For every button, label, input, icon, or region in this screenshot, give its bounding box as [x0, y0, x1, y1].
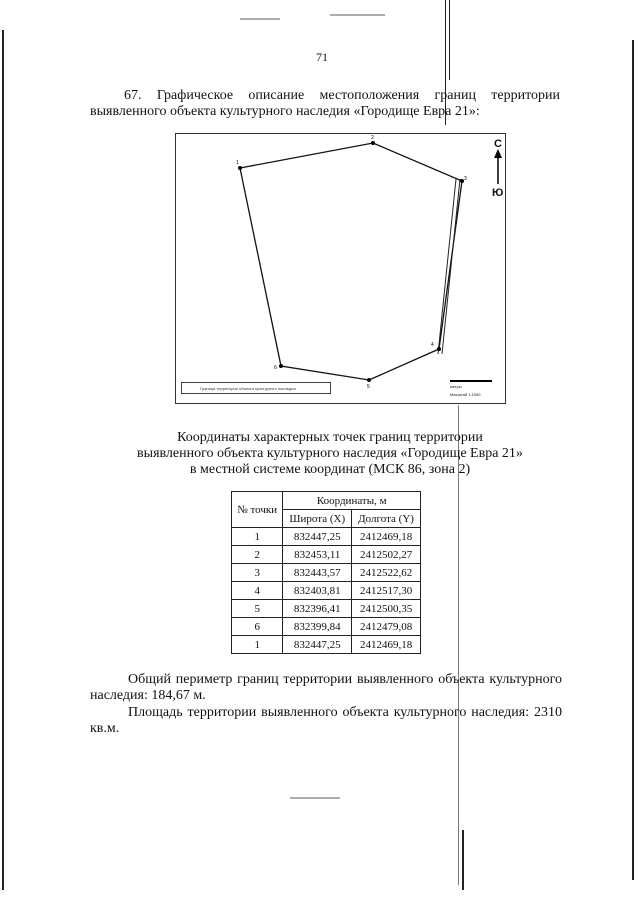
boundary-point-6: [279, 364, 283, 368]
boundary-point-2: [371, 141, 375, 145]
cell-point: 3: [232, 564, 283, 582]
boundary-point-label: 2: [371, 135, 374, 141]
cell-lon: 2412517,30: [352, 582, 421, 600]
cell-lat: 832399,84: [283, 618, 352, 636]
table-row: [232, 546, 421, 564]
cell-lon: 2412522,62: [352, 564, 421, 582]
boundary-point-label: 4: [431, 342, 434, 348]
cell-point: 4: [232, 582, 283, 600]
coordinates-table: [231, 491, 421, 654]
scan-smudge: [330, 14, 385, 16]
cell-point: 6: [232, 618, 283, 636]
header-lat: Широта (X): [283, 510, 352, 528]
header-point: № точки: [232, 492, 283, 528]
boundary-map-canvas: [176, 134, 507, 405]
boundary-point-label: 6: [274, 365, 277, 371]
cell-lat: 832447,25: [283, 528, 352, 546]
compass-north-label: С: [494, 138, 502, 150]
cell-point: 5: [232, 600, 283, 618]
table-row: [232, 564, 421, 582]
boundary-point-4: [437, 347, 441, 351]
cell-lon: 2412469,18: [352, 636, 421, 654]
table-title-line: Координаты характерных точек границ территории: [177, 430, 483, 445]
table-row: [232, 528, 421, 546]
table-row: [232, 618, 421, 636]
table-title-line: выявленного объекта культурного наследия «Городище Евра 21»: [137, 446, 523, 461]
boundary-point-1: [238, 166, 242, 170]
boundary-point-label: 1: [236, 160, 239, 166]
streak-line: [442, 179, 460, 354]
area-text: Площадь территории выявленного объекта культурного наследия: 2310 кв.м.: [90, 705, 562, 736]
table-row: [232, 600, 421, 618]
cell-point: 2: [232, 546, 283, 564]
table-title: [90, 430, 570, 478]
perimeter-text: Общий периметр границ территории выявленного объекта культурного наследия: 184,67 м.: [90, 672, 562, 703]
scale-text: Масштаб 1:1000: [450, 392, 481, 397]
scan-edge-left: [2, 30, 4, 890]
boundary-polygon: [240, 143, 462, 380]
scan-streak: [462, 830, 464, 890]
header-coords: Координаты, м: [283, 492, 421, 510]
boundary-point-5: [367, 378, 371, 382]
cell-point: 1: [232, 528, 283, 546]
scan-edge-right: [632, 40, 634, 880]
cell-lon: 2412500,35: [352, 600, 421, 618]
cell-lon: 2412502,27: [352, 546, 421, 564]
table-row: [232, 582, 421, 600]
table-title-line: в местной системе координат (МСК 86, зона 2): [189, 462, 471, 477]
cell-lat: 832396,41: [283, 600, 352, 618]
cell-point: 1: [232, 636, 283, 654]
boundary-point-label: 5: [367, 384, 370, 390]
section-heading: [90, 88, 560, 120]
boundary-map: [175, 133, 506, 404]
scan-streak: [449, 0, 450, 80]
cell-lat: 832403,81: [283, 582, 352, 600]
header-lon: Долгота (Y): [352, 510, 421, 528]
cell-lat: 832447,25: [283, 636, 352, 654]
north-arrow-head: [494, 149, 502, 158]
heading-number: 67.: [124, 88, 142, 103]
cell-lat: 832453,11: [283, 546, 352, 564]
boundary-point-label: 3: [464, 176, 467, 182]
table-row: [232, 636, 421, 654]
cell-lat: 832443,57: [283, 564, 352, 582]
table-header-row: [232, 492, 421, 510]
heading-text: Графическое описание местоположения границ территории выявленного объекта культурного наследия «Городище Евра 21»:: [90, 88, 560, 119]
scan-smudge: [290, 797, 340, 799]
scale-unit: метры: [450, 384, 462, 389]
scan-smudge: [240, 18, 280, 20]
compass-south-label: Ю: [492, 187, 504, 199]
streak-line: [438, 179, 456, 354]
page-number: 71: [316, 50, 328, 64]
map-legend: Граница территории объекта культурного наследия: [181, 382, 331, 394]
cell-lon: 2412469,18: [352, 528, 421, 546]
cell-lon: 2412479,08: [352, 618, 421, 636]
